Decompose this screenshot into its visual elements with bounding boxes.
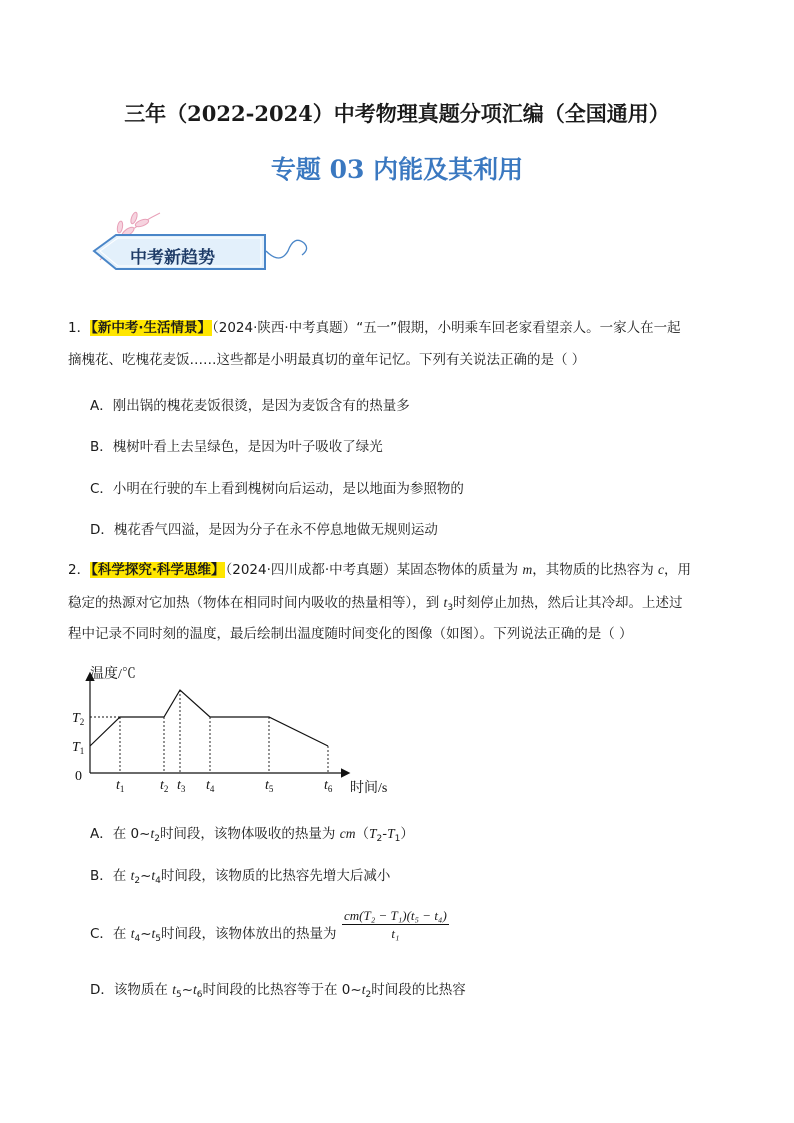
temperature-curve bbox=[90, 690, 328, 746]
x-tick-t4: $t_4$ bbox=[206, 778, 215, 794]
temperature-time-graph bbox=[66, 660, 406, 800]
subscript: 2 bbox=[376, 834, 383, 844]
banner-label: 中考新趋势 bbox=[130, 248, 215, 268]
question-text: 时刻停止加热，然后让其冷却。上述过 bbox=[453, 595, 683, 611]
var-t: t bbox=[150, 826, 155, 841]
fraction bbox=[342, 908, 449, 943]
option-a: A．刚出锅的槐花麦饭很烫，是因为麦饭含有的热量多 bbox=[90, 398, 410, 414]
option-text: （ bbox=[355, 826, 369, 842]
main-title: 三年（2022-2024）中考物理真题分项汇编（全国通用） bbox=[124, 101, 670, 126]
question-text: ，其物质的比热容为 bbox=[532, 562, 659, 578]
option-text: A．在 0~ bbox=[90, 826, 151, 842]
option-text: 时间段，该物体放出的热量为 bbox=[161, 926, 337, 942]
question-number: 2． bbox=[68, 562, 91, 578]
subscript: 5 bbox=[155, 934, 162, 944]
question-2-line-2 bbox=[68, 593, 683, 618]
var-cm: cm bbox=[339, 826, 356, 841]
option-text: 时间段的比热容等于在 0~ bbox=[202, 982, 362, 998]
var-c: c bbox=[658, 562, 665, 577]
question-2-line-1 bbox=[68, 560, 691, 580]
option-text: D．该物质在 bbox=[90, 982, 173, 998]
subscript: 4 bbox=[134, 934, 141, 944]
topic-title: 专题 03 内能及其利用 bbox=[270, 155, 524, 184]
question-text: 稳定的热源对它加热（物体在相同时间内吸收的热量相等），到 bbox=[68, 595, 444, 611]
fraction-denominator: t₁ bbox=[391, 926, 400, 941]
option-text: 时间段，该物体吸收的热量为 bbox=[159, 826, 340, 842]
section-banner bbox=[80, 205, 320, 289]
question-tag: 【新中考·生活情景】 bbox=[91, 320, 211, 336]
option-b bbox=[90, 864, 390, 886]
var-t: t bbox=[193, 982, 197, 997]
question-1-line-1 bbox=[68, 318, 681, 338]
option-text: ） bbox=[400, 826, 414, 842]
option-a bbox=[90, 822, 414, 844]
question-text: ，用 bbox=[664, 562, 692, 578]
y-tick-T2: $T_2$ bbox=[72, 711, 85, 727]
option-text: 时间段，该物质的比热容先增大后减小 bbox=[160, 868, 391, 884]
var-t: t bbox=[130, 926, 135, 941]
var-m: m bbox=[522, 562, 533, 577]
y-axis-label: 温度/℃ bbox=[90, 667, 136, 682]
x-axis-label: 时间/s bbox=[350, 781, 388, 796]
var-t: t bbox=[151, 868, 156, 883]
option-text: - bbox=[382, 826, 388, 842]
var-t: t bbox=[361, 982, 366, 997]
var-t: t bbox=[130, 868, 135, 883]
subscript: 2 bbox=[154, 834, 160, 844]
var-T: T bbox=[368, 826, 377, 841]
question-source: （2024·四川成都·中考真题） bbox=[225, 562, 397, 578]
option-d bbox=[90, 978, 466, 1000]
x-tick-t5: $t_5$ bbox=[265, 778, 274, 794]
option-c: C．小明在行驶的车上看到槐树向后运动，是以地面为参照物的 bbox=[90, 481, 464, 497]
question-source: （2024·陕西·中考真题） bbox=[211, 320, 357, 336]
y-tick-T1: $T_1$ bbox=[72, 740, 85, 756]
var-t: t bbox=[172, 982, 176, 997]
subscript: 2 bbox=[365, 990, 372, 1000]
question-text: 某固态物体的质量为 bbox=[396, 562, 523, 578]
subscript: 3 bbox=[447, 603, 454, 613]
subscript: 6 bbox=[196, 990, 203, 1000]
question-tag: 【科学探究·科学思维】 bbox=[91, 562, 225, 578]
option-text: ~ bbox=[140, 926, 152, 942]
option-text: 时间段的比热容 bbox=[371, 982, 466, 998]
subscript: 1 bbox=[394, 834, 401, 844]
option-text: ~ bbox=[181, 982, 193, 998]
x-tick-t2: $t_2$ bbox=[160, 778, 169, 794]
question-number: 1． bbox=[68, 320, 91, 336]
option-text: ~ bbox=[140, 868, 152, 884]
x-tick-t3: $t_3$ bbox=[177, 778, 186, 794]
x-tick-t1: $t_1$ bbox=[116, 778, 125, 794]
question-1-line-2: 摘槐花、吃槐花麦饭……这些都是小明最真切的童年记忆。下列有关说法正确的是（ ） bbox=[68, 352, 586, 368]
option-c bbox=[90, 922, 337, 944]
option-d: D．槐花香气四溢，是因为分子在永不停息地做无规则运动 bbox=[90, 522, 438, 538]
fraction-numerator: cm(T₂ − T₁)(t₅ − t₄) bbox=[344, 908, 447, 923]
guide-lines bbox=[90, 690, 328, 773]
curl-icon bbox=[266, 240, 307, 258]
subscript: 4 bbox=[155, 876, 161, 886]
option-b: B．槐树叶看上去呈绿色，是因为叶子吸收了绿光 bbox=[90, 439, 383, 455]
subscript: 5 bbox=[175, 990, 182, 1000]
subscript: 2 bbox=[134, 876, 141, 886]
var-t: t bbox=[151, 926, 156, 941]
var-T: T bbox=[387, 826, 395, 841]
var-t: t bbox=[443, 595, 448, 610]
option-text: C．在 bbox=[90, 926, 131, 942]
option-text: B．在 bbox=[90, 868, 131, 884]
question-2-line-3: 程中记录不同时刻的温度，最后绘制出温度随时间变化的图像（如图）。下列说法正确的是（ ） bbox=[68, 626, 633, 642]
question-text: “五一”假期，小明乘车回老家看望亲人。一家人在一起 bbox=[356, 320, 681, 336]
origin-label: 0 bbox=[75, 769, 82, 784]
x-tick-t6: $t_6$ bbox=[324, 778, 333, 794]
